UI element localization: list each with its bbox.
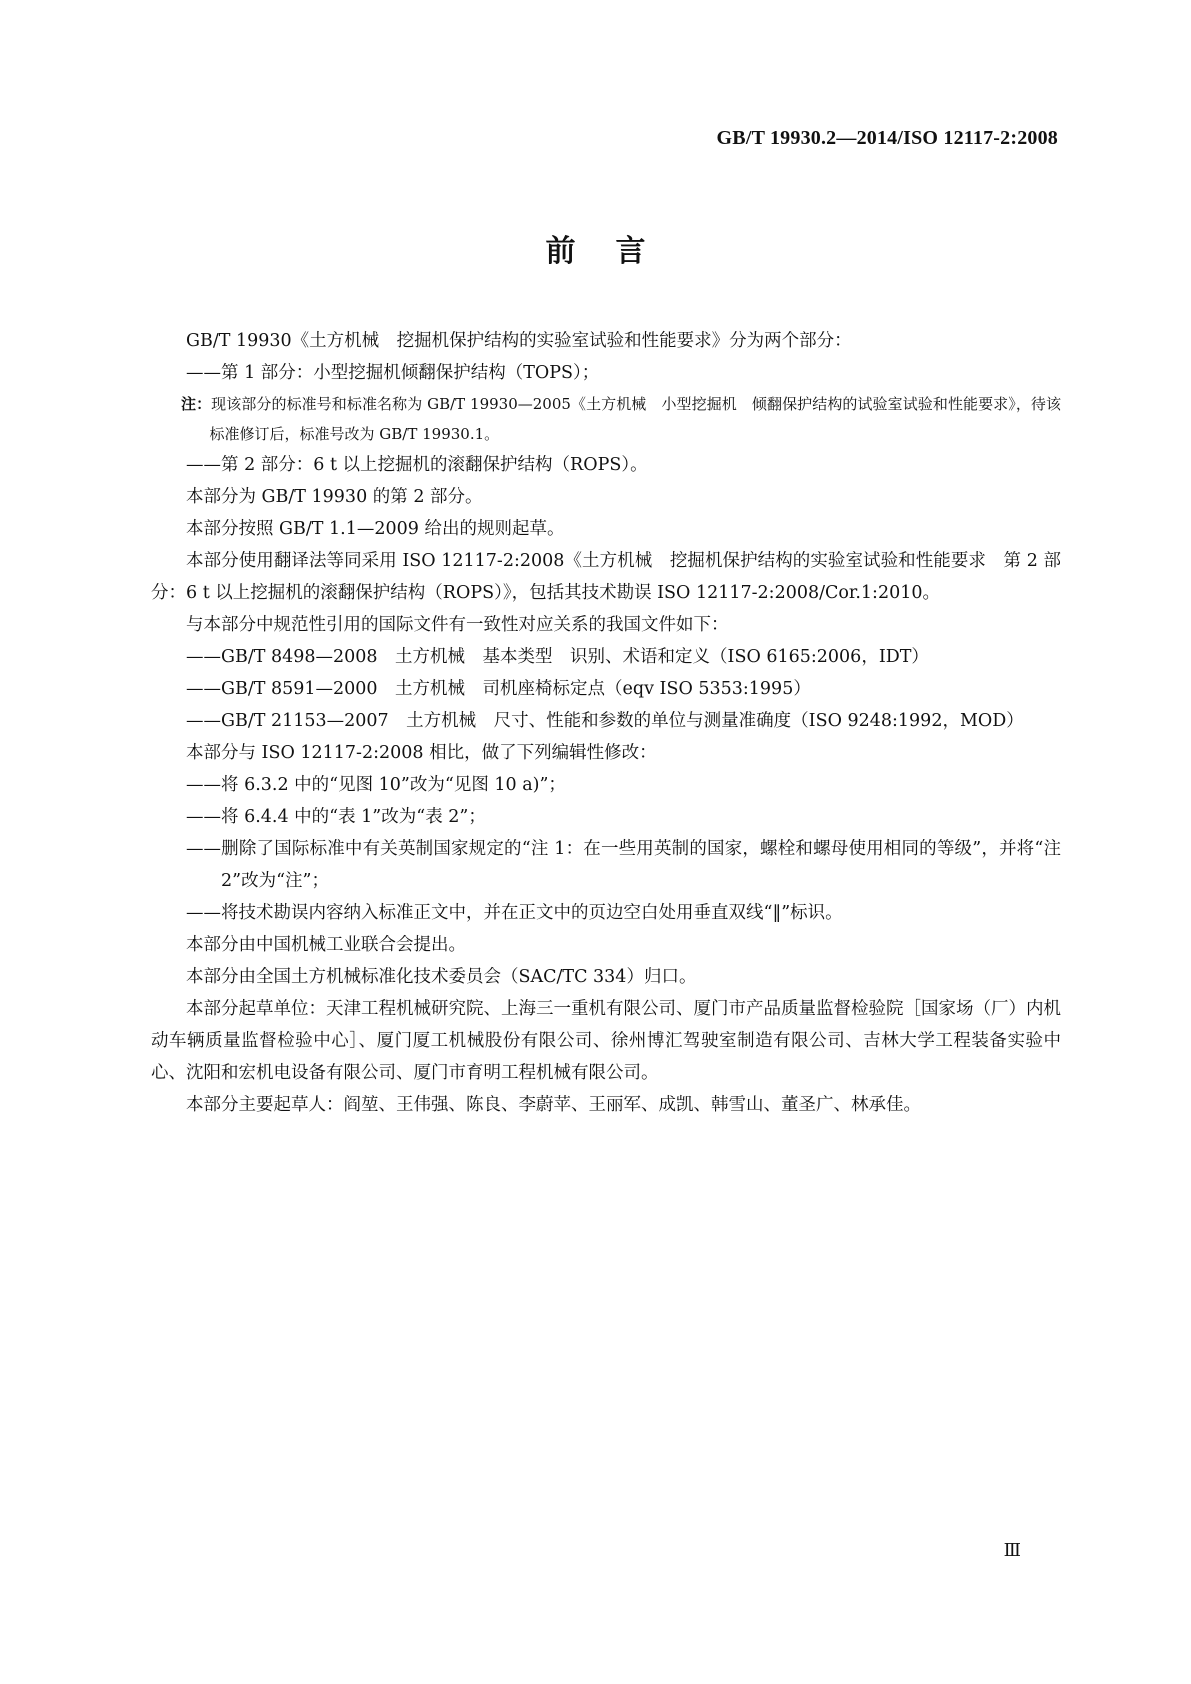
list-item: ——第 2 部分：6 t 以上挖掘机的滚翻保护结构（ROPS）。 (186, 455, 648, 475)
paragraph: 本部分由全国土方机械标准化技术委员会（SAC/TC 334）归口。 (186, 967, 697, 987)
page-title: 前言 (545, 234, 686, 269)
foreword-body (151, 325, 1061, 1121)
paragraph: 本部分为 GB/T 19930 的第 2 部分。 (186, 487, 483, 507)
list-item: ——GB/T 8498—2008 土方机械 基本类型 识别、术语和定义（ISO 6165:2006，IDT） (186, 647, 929, 667)
note-text: 现该部分的标准号和标准名称为 GB/T 19930—2005《土方机械 小型挖掘机 倾翻保护结构的试验室试验和性能要求》，待该标准修订后，标准号改为 GB/T 19930.1。 (209, 395, 1061, 443)
list-item: ——将 6.4.4 中的“表 1”改为“表 2”； (186, 807, 486, 827)
list-item: ——删除了国际标准中有关英制国家规定的“注 1：在一些用英制的国家，螺栓和螺母使用相同的等级”，并将“注 2”改为“注”； (186, 839, 1061, 891)
paragraph: 本部分主要起草人：阎堃、王伟强、陈良、李蔚苹、王丽军、成凯、韩雪山、董圣广、林承佳。 (186, 1095, 921, 1115)
note (181, 389, 1061, 449)
paragraph: 与本部分中规范性引用的国际文件有一致性对应关系的我国文件如下： (186, 615, 729, 635)
list-item: ——将 6.3.2 中的“见图 10”改为“见图 10 a)”； (186, 775, 566, 795)
page-number: Ⅲ (1003, 1540, 1021, 1561)
list-item: ——GB/T 8591—2000 土方机械 司机座椅标定点（eqv ISO 5353:1995） (186, 679, 811, 699)
list-item: ——GB/T 21153—2007 土方机械 尺寸、性能和参数的单位与测量准确度（ISO 9248:1992，MOD） (186, 711, 1024, 731)
paragraph: 本部分按照 GB/T 1.1—2009 给出的规则起草。 (186, 519, 565, 539)
note-label: 注： (181, 395, 212, 413)
paragraph: 本部分使用翻译法等同采用 ISO 12117-2:2008《土方机械 挖掘机保护结构的实验室试验和性能要求 第 2 部分：6 t 以上挖掘机的滚翻保护结构（ROPS）》，包括其技术勘误 ISO 12117-2:2008/Cor.1:2010。 (151, 551, 1061, 603)
list-item: ——第 1 部分：小型挖掘机倾翻保护结构（TOPS）； (186, 363, 600, 383)
paragraph: GB/T 19930《土方机械 挖掘机保护结构的实验室试验和性能要求》分为两个部分： (186, 331, 852, 351)
paragraph: 本部分起草单位：天津工程机械研究院、上海三一重机有限公司、厦门市产品质量监督检验院［国家场（厂）内机动车辆质量监督检验中心］、厦门厦工机械股份有限公司、徐州博汇驾驶室制造有限公司、吉林大学工程装备实验中心、沈阳和宏机电设备有限公司、厦门市育明工程机械有限公司。 (151, 999, 1061, 1083)
list-item: ——将技术勘误内容纳入标准正文中，并在正文中的页边空白处用垂直双线“‖”标识。 (186, 903, 843, 923)
paragraph: 本部分由中国机械工业联合会提出。 (186, 935, 466, 955)
standard-number: GB/T 19930.2—2014/ISO 12117-2:2008 (716, 127, 1058, 149)
paragraph: 本部分与 ISO 12117-2:2008 相比，做了下列编辑性修改： (186, 743, 657, 763)
